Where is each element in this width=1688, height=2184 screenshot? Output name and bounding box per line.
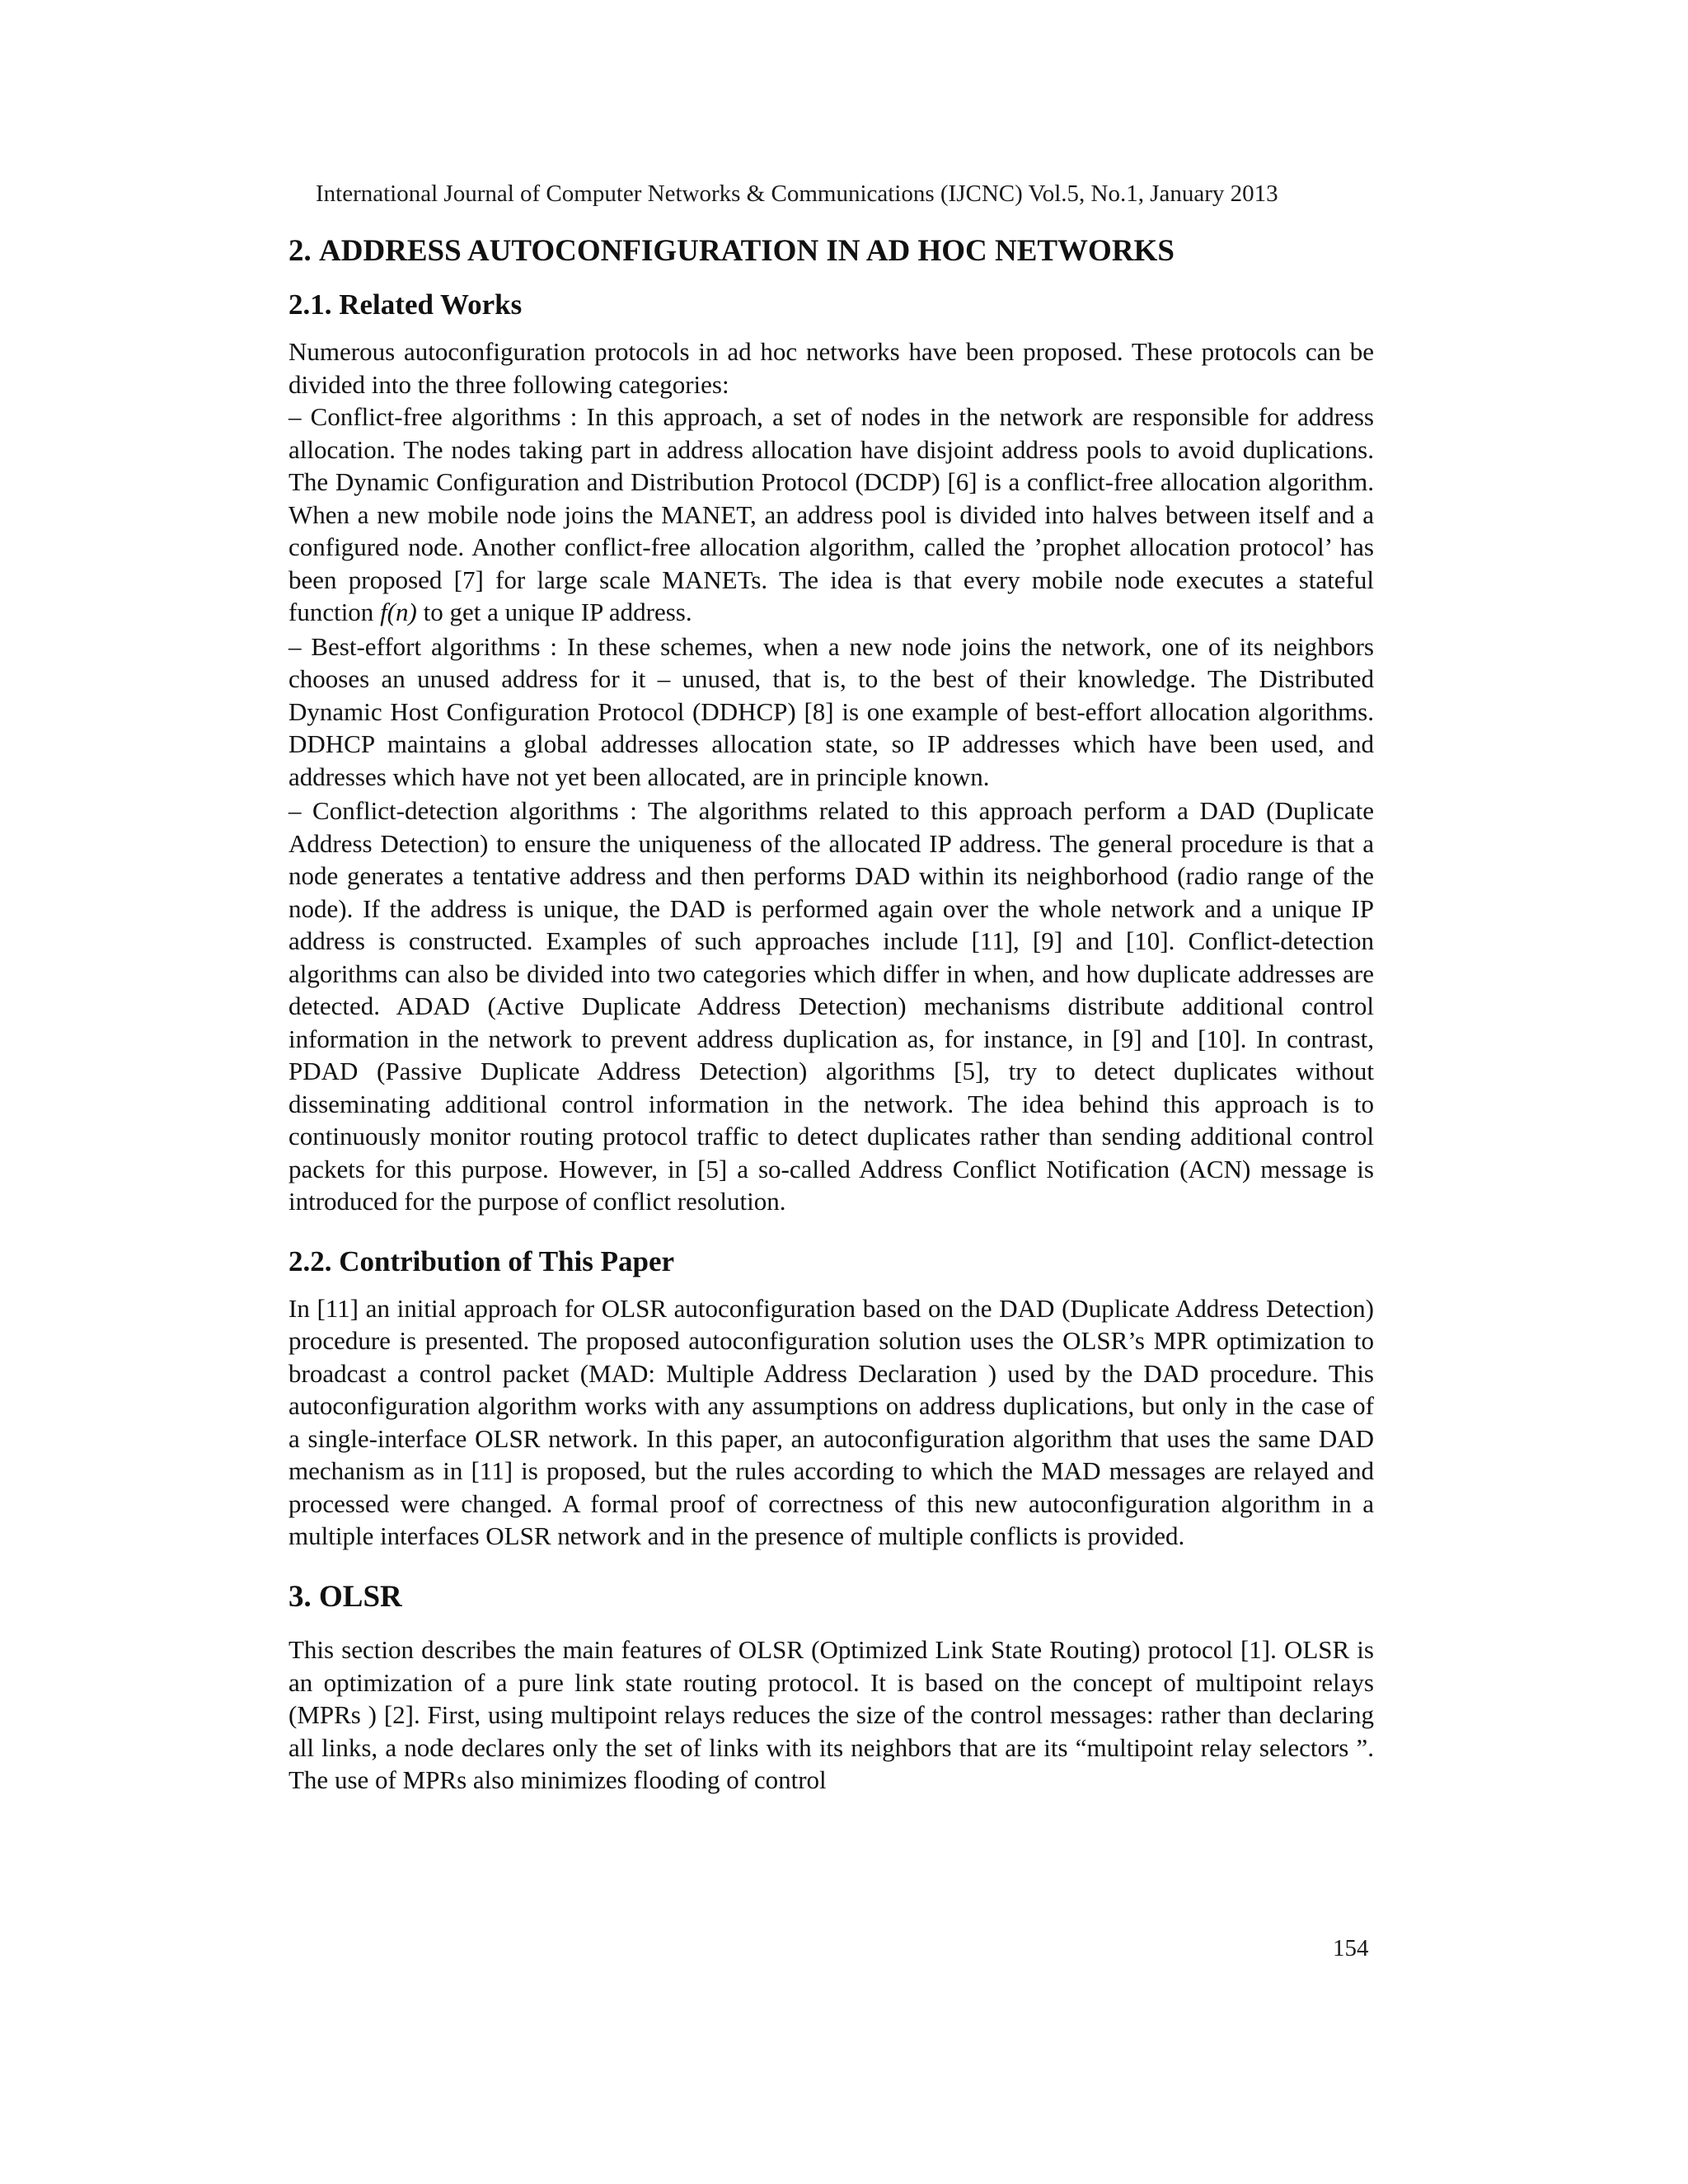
section-2-title-part-2: AUTOCONFIGURATION IN [467,234,866,268]
section-3-heading [288,1579,1374,1615]
conflict-free-text-a: – Conflict-free algorithms : In this approach, a set of nodes in the network are responsible for address allocation. The nodes taking part in address allocation have disjoint address pools to avoid duplications. The Dynamic Configuration and Distribution Protocol (DCDP) [6] is a conflict-free allocation algorithm. When a new mobile node joins the MANET, an address pool is divided into halves between itself and a configured node. Another conflict-free allocation algorithm, called the ’prophet allocation protocol’ has been proposed [7] for large scale MANETs. The idea is that every mobile node executes a stateful function [288,402,1374,627]
related-works-intro: Numerous autoconfiguration protocols in ad hoc networks have been proposed. These protocols can be divided into the three following categories: [288,337,1374,399]
section-2-title-part-1: ADDRESS [319,234,467,268]
contribution-paragraph: In [11] an initial approach for OLSR autoconfiguration based on the DAD (Duplicate Address Detection) procedure is presented. The proposed autoconfiguration solution uses the OLSR’s MPR optimization to broadcast a control packet (MAD: Multiple Address Declaration ) used by the DAD procedure. This autoconfiguration algorithm works with any assumptions on address duplications, but only in the case of a single-interface OLSR network. In this paper, an autoconfiguration algorithm that uses the same DAD mechanism as in [11] is proposed, but the rules according to which the MAD messages are relayed and processed were changed. A formal proof of correctness of this new autoconfiguration algorithm in a multiple interfaces OLSR network and in the presence of multiple conflicts is provided. [288,1293,1374,1551]
section-2-heading [288,233,1374,269]
conflict-free-text-b: to get a unique IP address. [416,598,692,627]
section-3-number: 3. [288,1579,319,1614]
page-number: 154 [1333,1935,1369,1961]
stateful-function-fn: f(n) [380,598,417,627]
section-2-1-heading: 2.1. Related Works [288,288,523,321]
section-3-title: OLSR [319,1579,402,1614]
section-gap [288,1218,1374,1244]
running-header: International Journal of Computer Networks & Communications (IJCNC) Vol.5, No.1, January 2013 [316,180,1278,207]
olsr-paragraph: This section describes the main features of OLSR (Optimized Link State Routing) protocol [1]. OLSR is an optimization of a pure link state routing protocol. It is based on the concept of multipoint relays (MPRs ) [2]. First, using multipoint relays reduces the size of the control messages: rather than declaring all links, a node declares only the set of links with its neighbors that are its “multipoint relay selectors ”. The use of MPRs also minimizes flooding of control [288,1635,1374,1795]
section-2-title-part-3: AD HOC [865,234,995,268]
section-2-title-part-4: NETWORKS [994,234,1175,268]
section-2-number: 2. [288,234,319,268]
page-content [288,233,1374,1797]
conflict-free-paragraph [288,401,1374,629]
best-effort-paragraph: – Best-effort algorithms : In these schemes, when a new node joins the network, one of its neighbors chooses an unused address for it – unused, that is, to the best of their knowledge. The Distributed Dynamic Host Configuration Protocol (DDHCP) [8] is one example of best-effort allocation algorithms. DDHCP maintains a global addresses allocation state, so IP addresses which have been used, and addresses which have not yet been allocated, are in principle known. [288,631,1374,791]
section-gap [288,1553,1374,1579]
section-2-2-heading: 2.2. Contribution of This Paper [288,1244,675,1277]
conflict-detection-paragraph: – Conflict-detection algorithms : The algorithms related to this approach perform a DAD (Duplicate Address Detection) to ensure the uniqueness of the allocated IP address. The general procedure is that a node generates a tentative address and then performs DAD within its neighborhood (radio range of the node). If the address is unique, the DAD is performed again over the whole network and a unique IP address is constructed. Examples of such approaches include [11], [9] and [10]. Conflict-detection algorithms can also be divided into two categories which differ in when, and how duplicate addresses are detected. ADAD (Active Duplicate Address Detection) mechanisms distribute additional control information in the network to prevent address duplication as, for instance, in [9] and [10]. In contrast, PDAD (Passive Duplicate Address Detection) algorithms [5], try to detect duplicates without disseminating additional control information in the network. The idea behind this approach is to continuously monitor routing protocol traffic to detect duplicates rather than sending additional control packets for this purpose. However, in [5] a so-called Address Conflict Notification (ACN) message is introduced for the purpose of conflict resolution. [288,796,1374,1216]
